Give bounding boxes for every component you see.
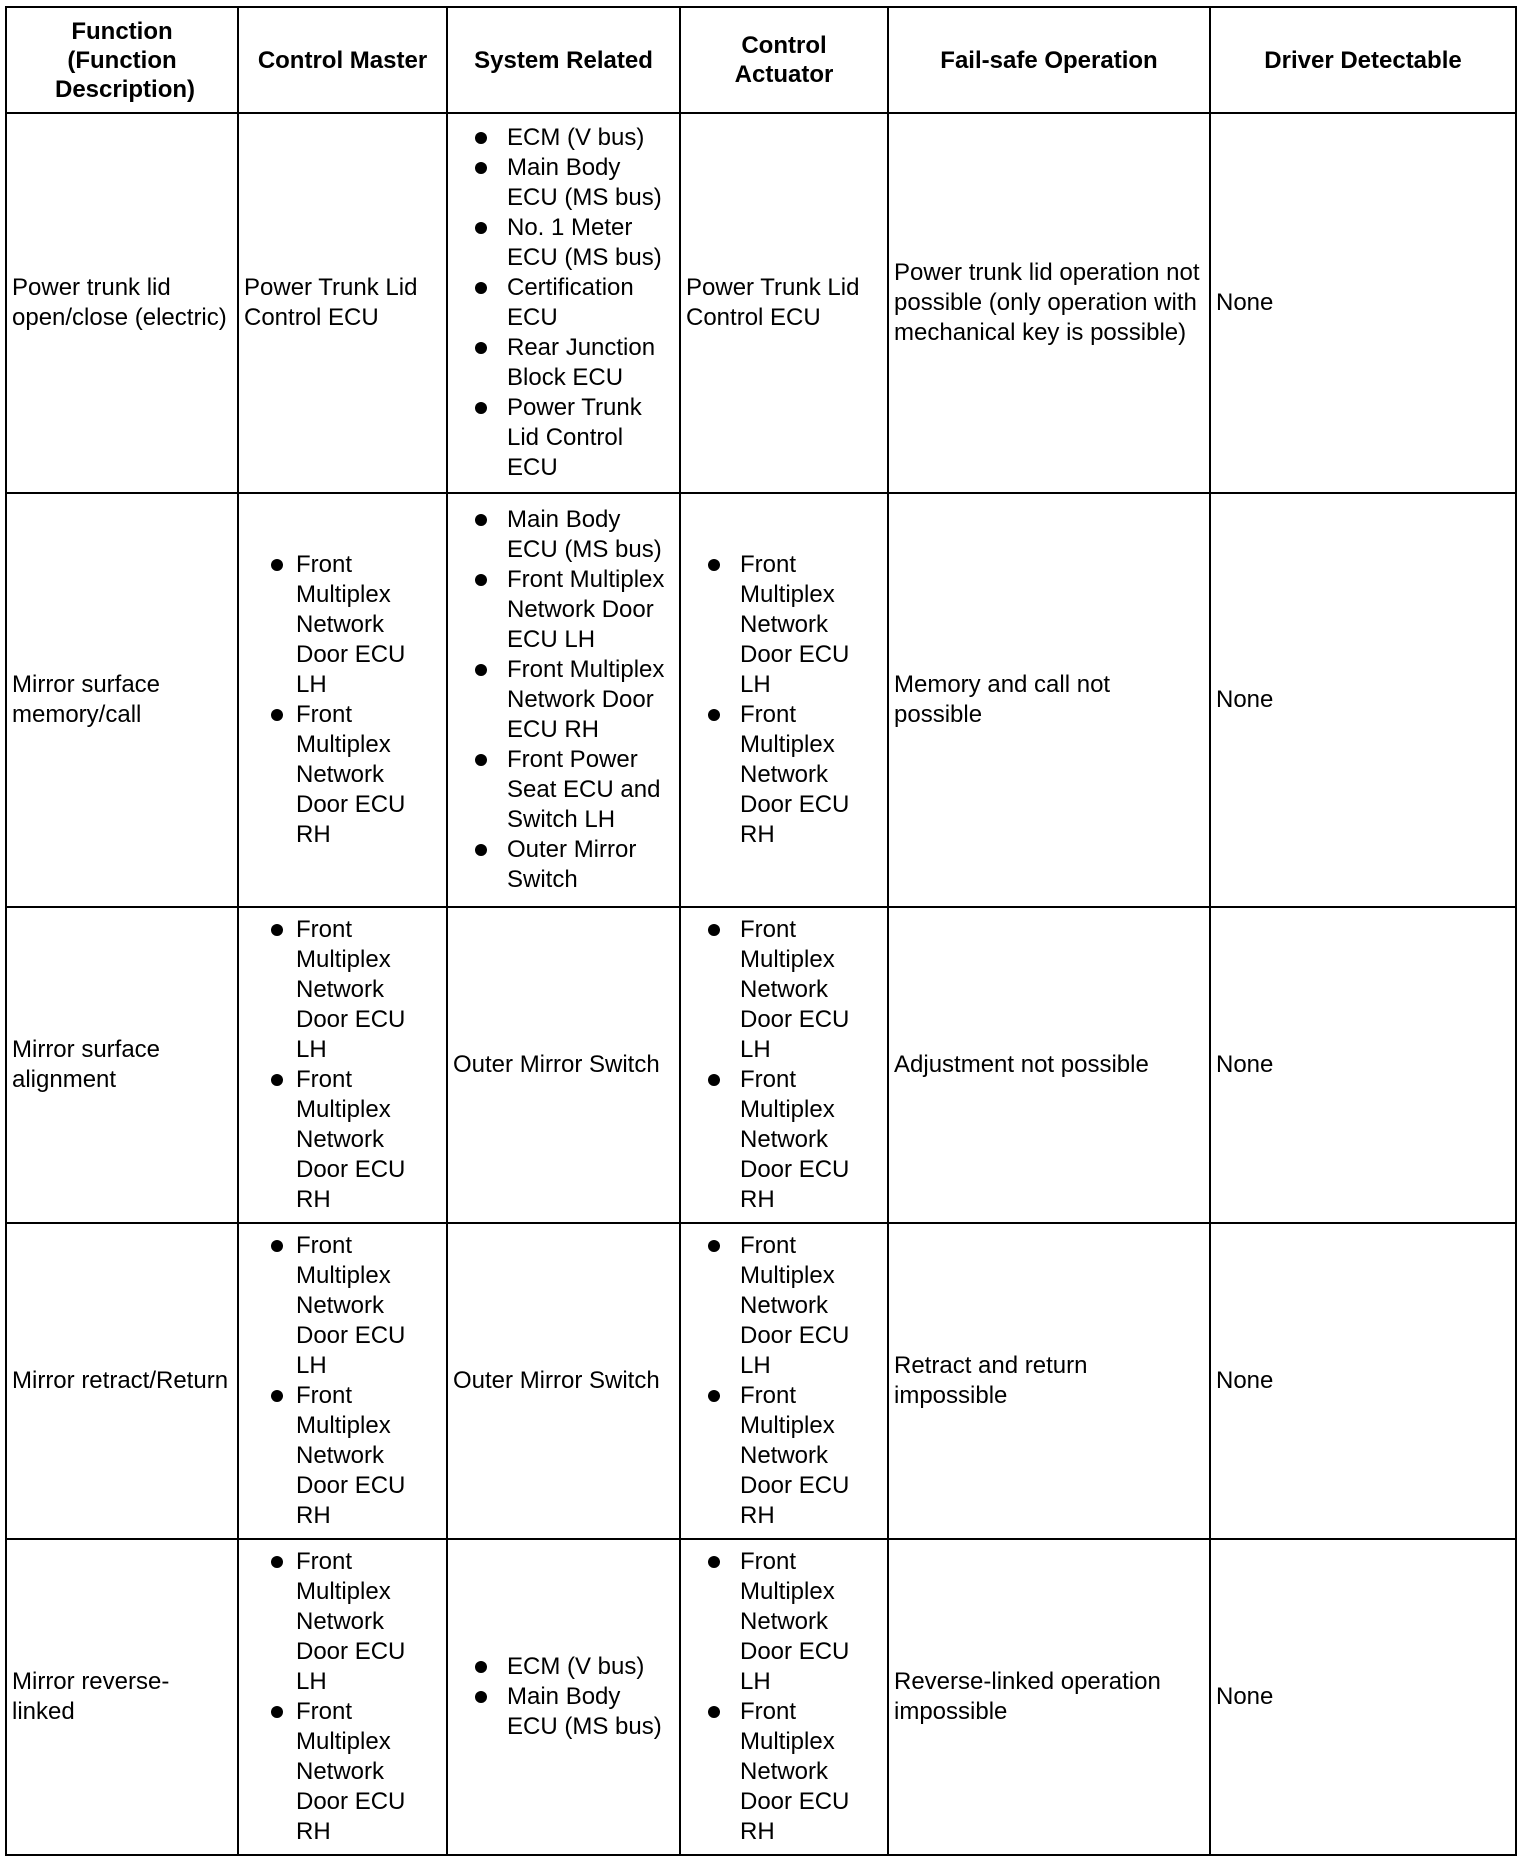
list-item: Front Multiplex Network Door ECU LH: [244, 915, 441, 1065]
fail-safe-cell: Power trunk lid operation not possible (only operation with mechanical key is possible): [888, 113, 1210, 493]
list-item: Front Multiplex Network Door ECU RH: [244, 1697, 441, 1847]
list-item: Certification ECU: [453, 273, 674, 333]
driver-detectable-cell: None: [1210, 1223, 1516, 1539]
control-master-cell: [238, 1539, 447, 1855]
control-actuator-cell: [680, 907, 888, 1223]
fail-safe-cell: Reverse-linked operation impossible: [888, 1539, 1210, 1855]
control-actuator-cell: [680, 1223, 888, 1539]
list-item: Main Body ECU (MS bus): [453, 153, 674, 213]
list-item: Front Multiplex Network Door ECU LH: [686, 1231, 882, 1381]
list-item: Front Multiplex Network Door ECU RH: [686, 1697, 882, 1847]
control-actuator-cell: Power Trunk Lid Control ECU: [680, 113, 888, 493]
list-item: Front Multiplex Network Door ECU RH: [244, 1381, 441, 1531]
list-item: Front Multiplex Network Door ECU LH: [244, 550, 441, 700]
function-table-sheet: [5, 6, 1515, 1856]
fail-safe-cell: Adjustment not possible: [888, 907, 1210, 1223]
control-actuator-cell: [680, 493, 888, 907]
header-function: Function (Function Description): [6, 7, 238, 113]
system-related-cell: [447, 1539, 680, 1855]
control-master-cell-list: [244, 915, 441, 1215]
list-item: Front Multiplex Network Door ECU RH: [686, 1065, 882, 1215]
table-row: [6, 113, 1516, 493]
function-cell: Mirror retract/Return: [6, 1223, 238, 1539]
driver-detectable-cell: None: [1210, 1539, 1516, 1855]
list-item: Front Multiplex Network Door ECU LH: [244, 1231, 441, 1381]
control-actuator-cell-list: [686, 1231, 882, 1531]
list-item: Front Multiplex Network Door ECU LH: [453, 565, 674, 655]
list-item: Front Multiplex Network Door ECU RH: [244, 700, 441, 850]
function-cell: Power trunk lid open/close (electric): [6, 113, 238, 493]
list-item: Front Multiplex Network Door ECU RH: [244, 1065, 441, 1215]
header-fail-safe: Fail-safe Operation: [888, 7, 1210, 113]
system-related-cell: [447, 113, 680, 493]
control-master-cell-list: [244, 1231, 441, 1531]
fail-safe-cell: Memory and call not possible: [888, 493, 1210, 907]
list-item: ECM (V bus): [453, 1652, 674, 1682]
system-related-cell: Outer Mirror Switch: [447, 1223, 680, 1539]
function-table: [5, 6, 1517, 1856]
list-item: Front Multiplex Network Door ECU LH: [686, 1547, 882, 1697]
list-item: Front Multiplex Network Door ECU RH: [453, 655, 674, 745]
list-item: No. 1 Meter ECU (MS bus): [453, 213, 674, 273]
function-cell: Mirror reverse-linked: [6, 1539, 238, 1855]
system-related-cell-list: [453, 123, 674, 483]
list-item: Front Multiplex Network Door ECU LH: [686, 915, 882, 1065]
system-related-cell: [447, 493, 680, 907]
list-item: Front Multiplex Network Door ECU RH: [686, 700, 882, 850]
table-row: [6, 1223, 1516, 1539]
list-item: Rear Junction Block ECU: [453, 333, 674, 393]
list-item: Outer Mirror Switch: [453, 835, 674, 895]
table-row: [6, 907, 1516, 1223]
header-control-actuator: Control Actuator: [680, 7, 888, 113]
system-related-cell-list: [453, 1652, 674, 1742]
control-master-cell: [238, 493, 447, 907]
table-row: [6, 1539, 1516, 1855]
system-related-cell-list: [453, 505, 674, 895]
table-row: [6, 493, 1516, 907]
system-related-cell: Outer Mirror Switch: [447, 907, 680, 1223]
control-actuator-cell-list: [686, 550, 882, 850]
driver-detectable-cell: None: [1210, 113, 1516, 493]
control-master-cell-list: [244, 1547, 441, 1847]
control-master-cell-list: [244, 550, 441, 850]
fail-safe-cell: Retract and return impossible: [888, 1223, 1210, 1539]
driver-detectable-cell: None: [1210, 493, 1516, 907]
list-item: Power Trunk Lid Control ECU: [453, 393, 674, 483]
control-actuator-cell-list: [686, 1547, 882, 1847]
header-driver-detectable: Driver Detectable: [1210, 7, 1516, 113]
control-actuator-cell: [680, 1539, 888, 1855]
list-item: Main Body ECU (MS bus): [453, 1682, 674, 1742]
list-item: ECM (V bus): [453, 123, 674, 153]
control-master-cell: [238, 907, 447, 1223]
function-cell: Mirror surface memory/call: [6, 493, 238, 907]
header-control-master: Control Master: [238, 7, 447, 113]
list-item: Front Power Seat ECU and Switch LH: [453, 745, 674, 835]
list-item: Front Multiplex Network Door ECU LH: [686, 550, 882, 700]
list-item: Front Multiplex Network Door ECU LH: [244, 1547, 441, 1697]
header-system-related: System Related: [447, 7, 680, 113]
control-master-cell: [238, 1223, 447, 1539]
function-cell: Mirror surface alignment: [6, 907, 238, 1223]
control-actuator-cell-list: [686, 915, 882, 1215]
list-item: Main Body ECU (MS bus): [453, 505, 674, 565]
list-item: Front Multiplex Network Door ECU RH: [686, 1381, 882, 1531]
driver-detectable-cell: None: [1210, 907, 1516, 1223]
header-row: [6, 7, 1516, 113]
control-master-cell: Power Trunk Lid Control ECU: [238, 113, 447, 493]
